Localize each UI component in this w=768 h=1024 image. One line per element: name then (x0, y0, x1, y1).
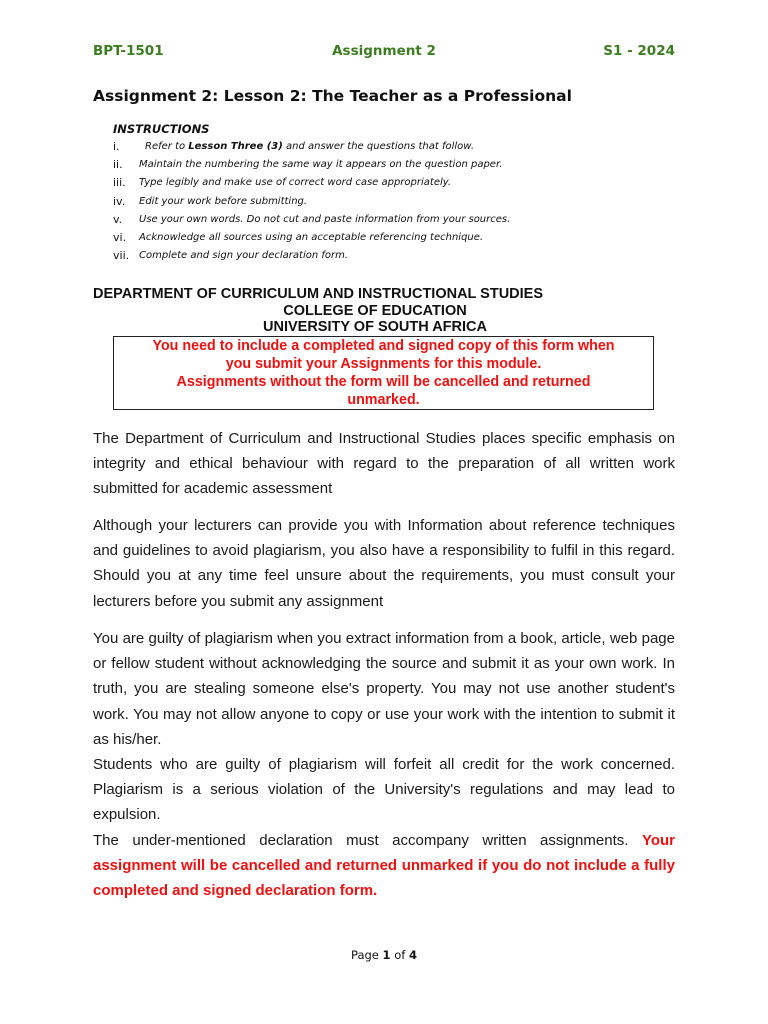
instruction-number: iii. (113, 176, 126, 190)
department-heading (93, 286, 675, 336)
notice-line: Assignments without the form will be cancelled and returned (176, 374, 591, 390)
page-label: Page (351, 948, 379, 962)
notice-line: unmarked. (347, 392, 420, 408)
declaration-text: The under-mentioned declaration must accompany written assignments. (93, 831, 629, 849)
form-notice-box (113, 336, 654, 410)
paragraph-responsibility: Although your lecturers can provide you with Information about reference techniques and guidelines to avoid plagiarism, you also have a responsibility to fulfil in this regard. Should you at any time feel unsure about the requirements, you must consult your lecturers before you submit any assignment (93, 517, 675, 610)
paragraph-integrity: The Department of Curriculum and Instructional Studies places specific emphasis on integrity and ethical behaviour with regard to the preparation of all written work submitted for academic assessment (93, 430, 675, 498)
cancellation-warning: Your assignment will be cancelled and returned unmarked if you do not include a fully completed and signed declaration form. (93, 831, 675, 900)
instruction-item (113, 211, 511, 229)
course-code: BPT-1501 (93, 43, 164, 59)
university-name: UNIVERSITY OF SOUTH AFRICA (263, 319, 487, 335)
instruction-text: Edit your work before submitting. (139, 195, 308, 207)
instruction-item (113, 229, 484, 247)
instruction-text: Complete and sign your declaration form. (139, 250, 349, 262)
instruction-item (113, 138, 474, 156)
notice-line: You need to include a completed and signed copy of this form when (152, 338, 615, 354)
plagiarism-definition: You are guilty of plagiarism when you extract information from a book, article, web page or fellow student without acknowledging the source and submit it as your own work. In truth, you are stealing someone else's property. You may not use another student's work. You may not allow anyone to copy or use your work with the intention to submit it as his/her. (93, 630, 675, 748)
plagiarism-consequences: Students who are guilty of plagiarism will forfeit all credit for the work concerned. Plagiarism is a serious violation of the University's regulations and may lead to expulsion. (93, 756, 675, 824)
instruction-text: Acknowledge all sources using an acceptable referencing technique. (139, 231, 484, 243)
document-title: Assignment 2: Lesson 2: The Teacher as a Professional (93, 87, 572, 105)
semester-year: S1 - 2024 (603, 43, 675, 59)
instruction-number: iv. (113, 194, 126, 208)
page-header (93, 43, 675, 61)
college-name: COLLEGE OF EDUCATION (283, 302, 467, 319)
instruction-text: Refer to Lesson Three (3) and answer the questions that follow. (145, 141, 474, 152)
instruction-text: Maintain the numbering the same way it appears on the question paper. (139, 159, 503, 171)
of-label: of (394, 948, 406, 962)
department-name: DEPARTMENT OF CURRICULUM AND INSTRUCTIONAL STUDIES (93, 286, 544, 302)
declaration-requirement (93, 828, 675, 904)
instruction-number: v. (113, 212, 123, 226)
instructions-block (113, 120, 511, 265)
paragraph-plagiarism (93, 626, 675, 903)
instruction-item (113, 193, 308, 211)
instruction-text: Use your own words. Do not cut and paste information from your sources. (139, 213, 511, 225)
notice-line: you submit your Assignments for this module. (225, 356, 542, 372)
instruction-item (113, 156, 503, 174)
instructions-heading: INSTRUCTIONS (113, 122, 210, 136)
page-total: 4 (408, 948, 417, 962)
assignment-label: Assignment 2 (332, 43, 436, 59)
instruction-item (113, 247, 349, 265)
instruction-text: Type legibly and make use of correct word case appropriately. (139, 177, 452, 189)
instruction-item (113, 174, 452, 192)
page-footer (0, 948, 768, 962)
instruction-number: vi. (113, 230, 127, 244)
instruction-number: vii. (113, 249, 130, 263)
instruction-number: ii. (113, 158, 123, 172)
page-current: 1 (382, 948, 391, 962)
lesson-reference: Lesson Three (3) (188, 141, 283, 152)
instruction-number: i. (113, 140, 120, 153)
